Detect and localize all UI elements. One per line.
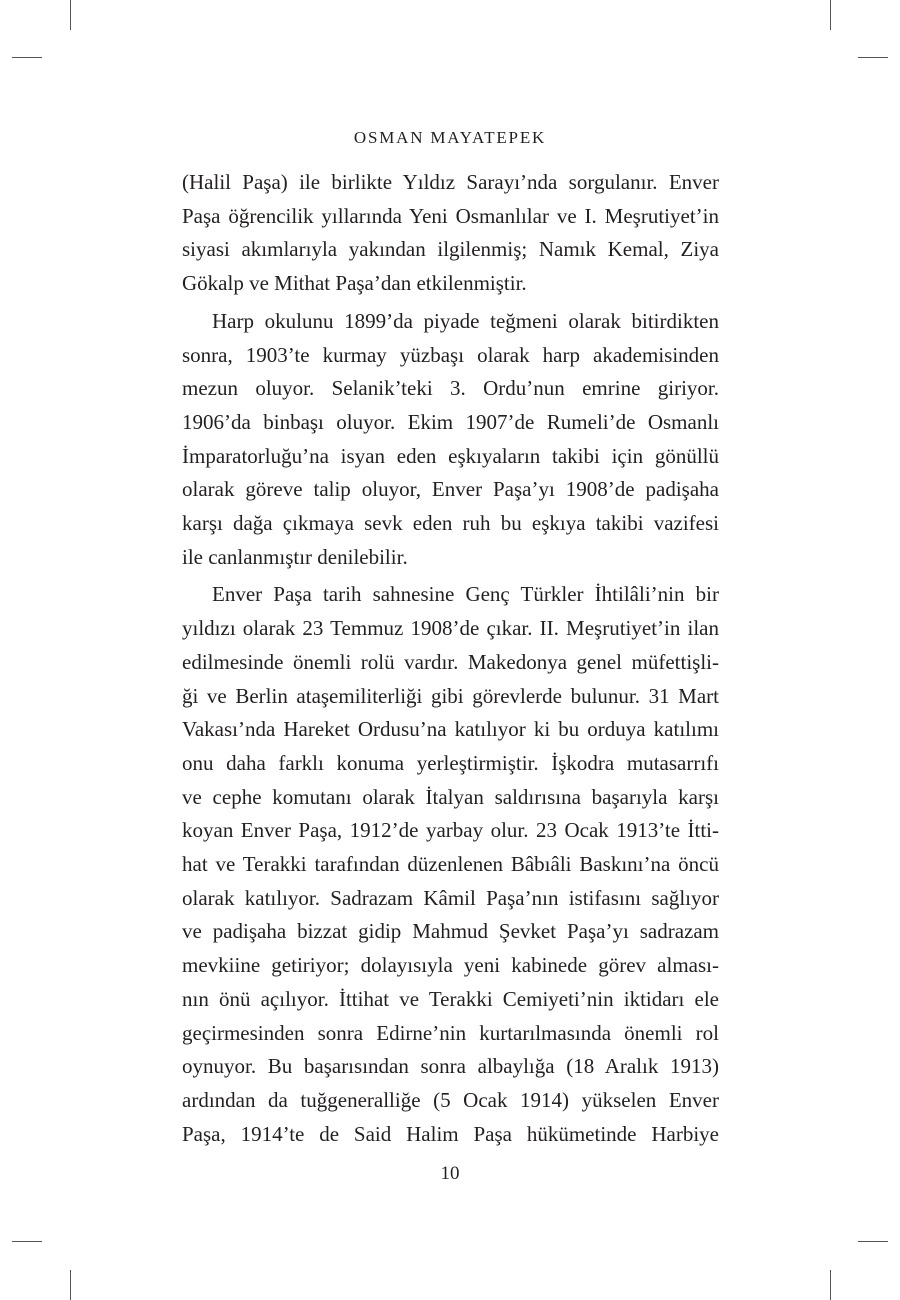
running-head: OSMAN MAYATEPEK: [353, 128, 547, 147]
text-line: 1906’da binbaşı oluyor. Ekim 1907’de Rumeli’de Osmanlı: [182, 409, 719, 434]
text-line: onu daha farklı konuma yerleştirmiştir. İşkodra mutasarrıfı: [182, 750, 719, 775]
crop-mark-right-bottom: [858, 1241, 888, 1242]
text-line: ile canlanmıştır denilebilir.: [182, 544, 408, 569]
text-line: edilmesinde önemli rolü vardır. Makedonya genel müfettişli-: [182, 649, 719, 674]
text-line: Paşa, 1914’te de Said Halim Paşa hükümetinde Harbiye: [182, 1121, 719, 1146]
crop-mark-top-left: [70, 0, 71, 30]
text-line: ği ve Berlin ataşemiliterliği gibi görevlerde bulunur. 31 Mart: [182, 683, 719, 708]
crop-mark-top-right: [830, 0, 831, 30]
text-line: mezun oluyor. Selanik’teki 3. Ordu’nun emrine giriyor.: [182, 376, 719, 401]
text-line: Gökalp ve Mithat Paşa’dan etkilenmiştir.: [182, 271, 527, 296]
paragraph: [182, 305, 719, 575]
text-line: olarak göreve talip oluyor, Enver Paşa’yı 1908’de padişaha: [182, 477, 719, 502]
text-line: ve padişaha bizzat gidip Mahmud Şevket Paşa’yı sadrazam: [182, 919, 719, 944]
crop-mark-left-top: [12, 57, 42, 58]
text-line: olarak katılıyor. Sadrazam Kâmil Paşa’nın istifasını sağlıyor: [182, 885, 719, 910]
text-line: (Halil Paşa) ile birlikte Yıldız Sarayı’nda sorgulanır. Enver: [182, 170, 719, 194]
paragraph: [182, 578, 719, 1151]
text-line: Vakası’nda Hareket Ordusu’na katılıyor ki bu orduya katılımı: [182, 717, 719, 742]
crop-mark-bottom-right: [830, 1270, 831, 1300]
text-line: mevkiine getiriyor; dolayısıyla yeni kabinede görev alması-: [182, 953, 719, 978]
text-line: oynuyor. Bu başarısından sonra albaylığa (18 Aralık 1913): [182, 1054, 719, 1079]
text-line: Enver Paşa tarih sahnesine Genç Türkler İhtilâli’nin bir: [212, 582, 719, 607]
text-line: sonra, 1903’te kurmay yüzbaşı olarak harp akademisinden: [182, 342, 719, 367]
page-number: 10: [440, 1163, 460, 1184]
text-line: geçirmesinden sonra Edirne’nin kurtarılmasında önemli rol: [182, 1020, 719, 1045]
text-line: yıldızı olarak 23 Temmuz 1908’de çıkar. II. Meşrutiyet’in ilan: [182, 616, 719, 641]
crop-mark-left-bottom: [12, 1241, 42, 1242]
text-line: Paşa öğrencilik yıllarında Yeni Osmanlılar ve I. Meşrutiyet’in: [182, 203, 719, 228]
text-line: siyasi akımlarıyla yakından ilgilenmiş; Namık Kemal, Ziya: [182, 237, 719, 262]
text-line: hat ve Terakki tarafından düzenlenen Bâbıâli Baskını’na öncü: [182, 852, 719, 877]
body-text: [182, 166, 719, 1151]
crop-mark-bottom-left: [70, 1270, 71, 1300]
crop-mark-right-top: [858, 57, 888, 58]
text-line: Harp okulunu 1899’da piyade teğmeni olarak bitirdikten: [212, 308, 719, 333]
text-line: koyan Enver Paşa, 1912’de yarbay olur. 23 Ocak 1913’te İtti-: [182, 818, 719, 843]
paragraph: [182, 166, 719, 301]
text-line: nın önü açılıyor. İttihat ve Terakki Cemiyeti’nin iktidarı ele: [182, 986, 719, 1011]
text-line: karşı dağa çıkmaya sevk eden ruh bu eşkıya takibi vazifesi: [182, 511, 719, 536]
text-line: ardından da tuğgeneralliğe (5 Ocak 1914) yükselen Enver: [182, 1087, 719, 1112]
text-line: İmparatorluğu’na isyan eden eşkıyaların takibi için gönüllü: [182, 443, 719, 468]
text-line: ve cephe komutanı olarak İtalyan saldırısına başarıyla karşı: [182, 784, 719, 809]
